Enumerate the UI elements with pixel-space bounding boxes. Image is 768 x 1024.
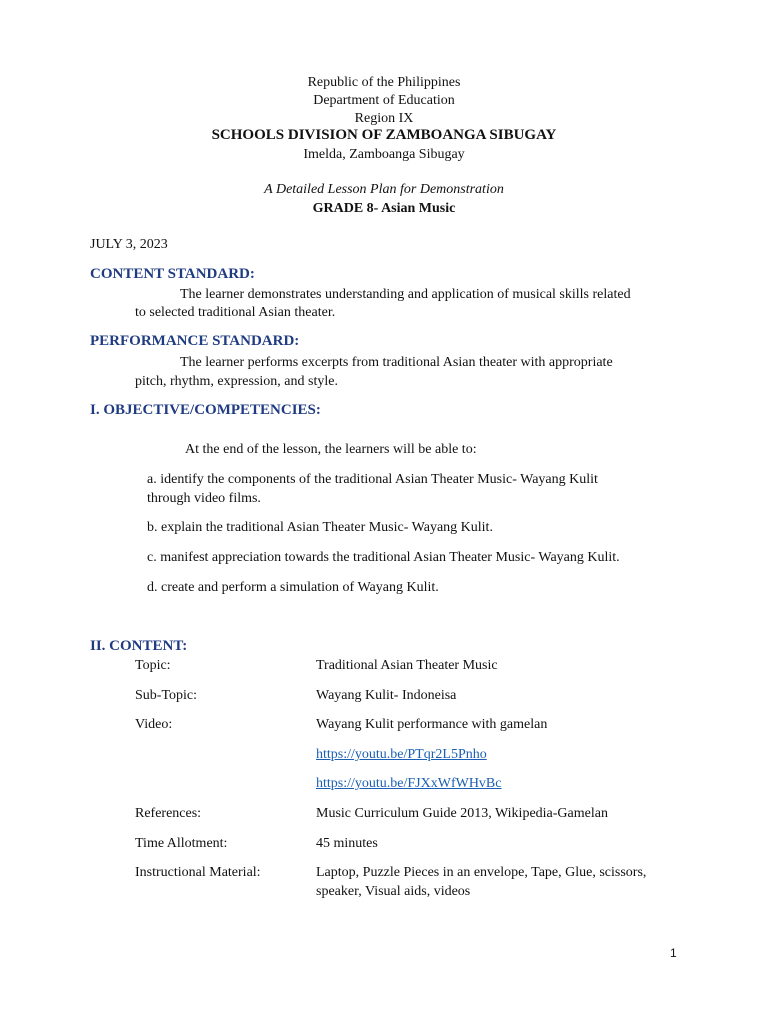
objective-item-d: d. create and perform a simulation of Wayang Kulit. xyxy=(147,580,439,595)
content-value-materials-line1: Laptop, Puzzle Pieces in an envelope, Tape, Glue, scissors, xyxy=(316,865,647,880)
grade-title: GRADE 8- Asian Music xyxy=(312,201,456,216)
header-location: Imelda, Zamboanga Sibugay xyxy=(303,147,465,162)
objectives-intro: At the end of the lesson, the learners will be able to: xyxy=(185,442,477,457)
content-value-video: Wayang Kulit performance with gamelan xyxy=(316,717,548,732)
header-division: SCHOOLS DIVISION OF ZAMBOANGA SIBUGAY xyxy=(211,127,557,143)
content-standard-heading: CONTENT STANDARD: xyxy=(90,266,255,282)
performance-standard-line2: pitch, rhythm, expression, and style. xyxy=(135,374,338,389)
content-value-topic: Traditional Asian Theater Music xyxy=(316,658,498,673)
content-standard-line2: to selected traditional Asian theater. xyxy=(135,305,336,320)
video-link-1[interactable]: https://youtu.be/PTqr2L5Pnho xyxy=(316,747,487,762)
content-label-subtopic: Sub-Topic: xyxy=(135,688,198,703)
content-label-time: Time Allotment: xyxy=(135,836,228,851)
page-number: 1 xyxy=(670,946,677,960)
objectives-heading: I. OBJECTIVE/COMPETENCIES: xyxy=(90,402,321,418)
lesson-plan-title: A Detailed Lesson Plan for Demonstration xyxy=(264,182,504,197)
header-department: Department of Education xyxy=(313,93,455,108)
video-link-2[interactable]: https://youtu.be/FJXxWfWHvBc xyxy=(316,776,502,791)
content-value-subtopic: Wayang Kulit- Indoneisa xyxy=(316,688,457,703)
objective-item-a-line1: a. identify the components of the traditional Asian Theater Music- Wayang Kulit xyxy=(147,472,598,487)
header-region: Region IX xyxy=(354,111,414,126)
content-standard-line1: The learner demonstrates understanding and application of musical skills related xyxy=(180,287,631,302)
content-value-materials-line2: speaker, Visual aids, videos xyxy=(316,884,471,899)
lesson-date: JULY 3, 2023 xyxy=(90,237,168,252)
content-value-time: 45 minutes xyxy=(316,836,378,851)
content-label-references: References: xyxy=(135,806,202,821)
objective-item-c: c. manifest appreciation towards the traditional Asian Theater Music- Wayang Kulit. xyxy=(147,550,620,565)
content-label-topic: Topic: xyxy=(135,658,171,673)
content-heading: II. CONTENT: xyxy=(90,638,188,654)
objective-item-a-line2: through video films. xyxy=(147,491,261,506)
header-republic: Republic of the Philippines xyxy=(307,75,461,90)
performance-standard-line1: The learner performs excerpts from traditional Asian theater with appropriate xyxy=(180,355,613,370)
content-label-materials: Instructional Material: xyxy=(135,865,261,880)
objective-item-b: b. explain the traditional Asian Theater Music- Wayang Kulit. xyxy=(147,520,493,535)
performance-standard-heading: PERFORMANCE STANDARD: xyxy=(90,333,300,349)
content-value-references: Music Curriculum Guide 2013, Wikipedia-Gamelan xyxy=(316,806,608,821)
content-label-video: Video: xyxy=(135,717,173,732)
